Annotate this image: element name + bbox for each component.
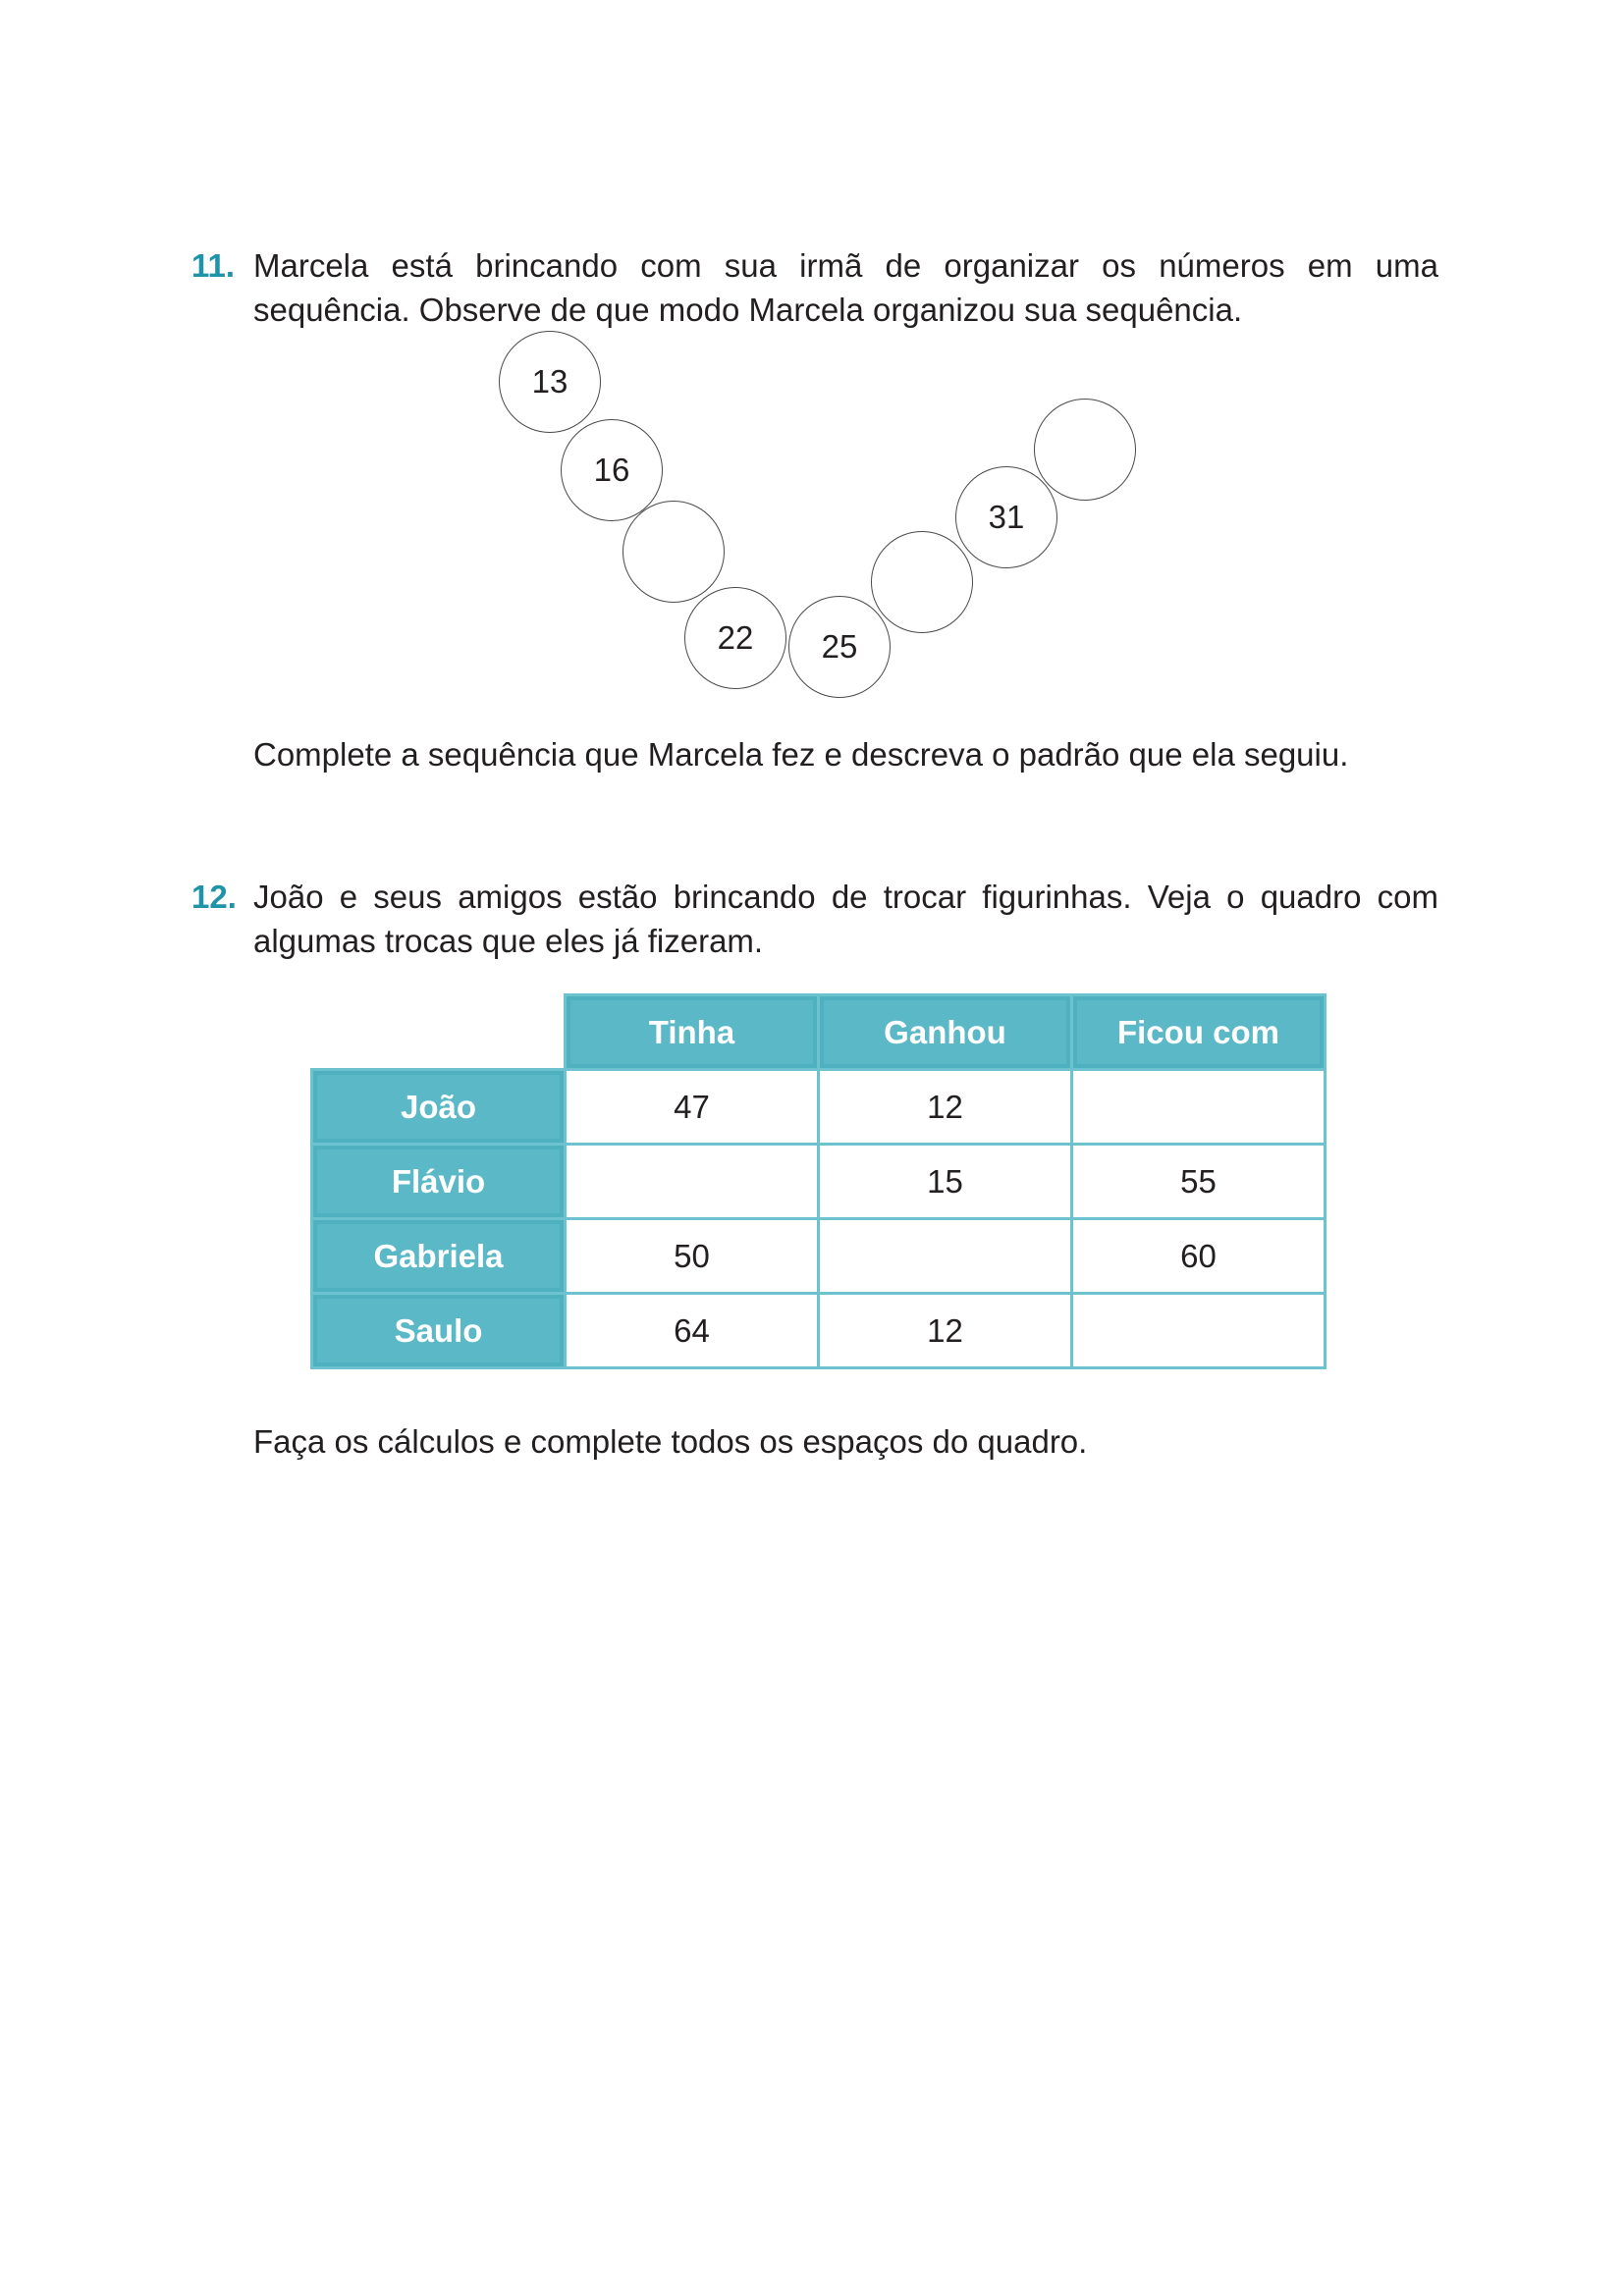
table-cell-blank[interactable] bbox=[566, 1145, 819, 1219]
sequence-circle: 13 bbox=[499, 331, 601, 433]
row-header: Gabriela bbox=[312, 1219, 566, 1294]
table-cell: 47 bbox=[566, 1070, 819, 1145]
table-row bbox=[312, 1070, 1326, 1145]
table-cell-blank[interactable] bbox=[819, 1219, 1072, 1294]
table-corner bbox=[312, 995, 566, 1070]
sequence-circle-blank[interactable] bbox=[623, 501, 725, 603]
question-11 bbox=[191, 243, 1438, 332]
table-cell-blank[interactable] bbox=[1072, 1070, 1326, 1145]
sequence-circle: 25 bbox=[788, 596, 891, 698]
question-number: 11. bbox=[191, 247, 236, 284]
table-row bbox=[312, 1294, 1326, 1368]
sequence-circle-blank[interactable] bbox=[871, 531, 973, 633]
row-header: Flávio bbox=[312, 1145, 566, 1219]
question-text: João e seus amigos estão brincando de trocar figurinhas. Veja o quadro com algumas trocas que eles já fizeram. bbox=[253, 879, 1438, 959]
sequence-circle: 31 bbox=[955, 466, 1057, 568]
question-11-instruction: Complete a sequência que Marcela fez e descreva o padrão que ela seguiu. bbox=[253, 736, 1349, 773]
question-12-instruction: Faça os cálculos e complete todos os espaços do quadro. bbox=[253, 1423, 1088, 1460]
question-number: 12. bbox=[191, 879, 237, 915]
table-cell: 12 bbox=[819, 1294, 1072, 1368]
table-cell: 64 bbox=[566, 1294, 819, 1368]
table-row bbox=[312, 1145, 1326, 1219]
table-cell: 60 bbox=[1072, 1219, 1326, 1294]
table-cell: 50 bbox=[566, 1219, 819, 1294]
table-row bbox=[312, 1219, 1326, 1294]
question-text: Marcela está brincando com sua irmã de organizar os números em uma sequência. Observe de que modo Marcela organizou sua sequência. bbox=[253, 247, 1438, 328]
row-header: Saulo bbox=[312, 1294, 566, 1368]
column-header-tinha: Tinha bbox=[566, 995, 819, 1070]
column-header-ganhou: Ganhou bbox=[819, 995, 1072, 1070]
table-header-row bbox=[312, 995, 1326, 1070]
column-header-ficou-com: Ficou com bbox=[1072, 995, 1326, 1070]
table-cell: 55 bbox=[1072, 1145, 1326, 1219]
sequence-circle: 22 bbox=[684, 587, 786, 689]
row-header: João bbox=[312, 1070, 566, 1145]
question-12 bbox=[191, 875, 1438, 963]
table-cell: 12 bbox=[819, 1070, 1072, 1145]
exchange-table bbox=[310, 993, 1326, 1369]
sequence-circle: 16 bbox=[561, 419, 663, 521]
table-cell-blank[interactable] bbox=[1072, 1294, 1326, 1368]
table-cell: 15 bbox=[819, 1145, 1072, 1219]
sequence-circle-blank[interactable] bbox=[1034, 399, 1136, 501]
